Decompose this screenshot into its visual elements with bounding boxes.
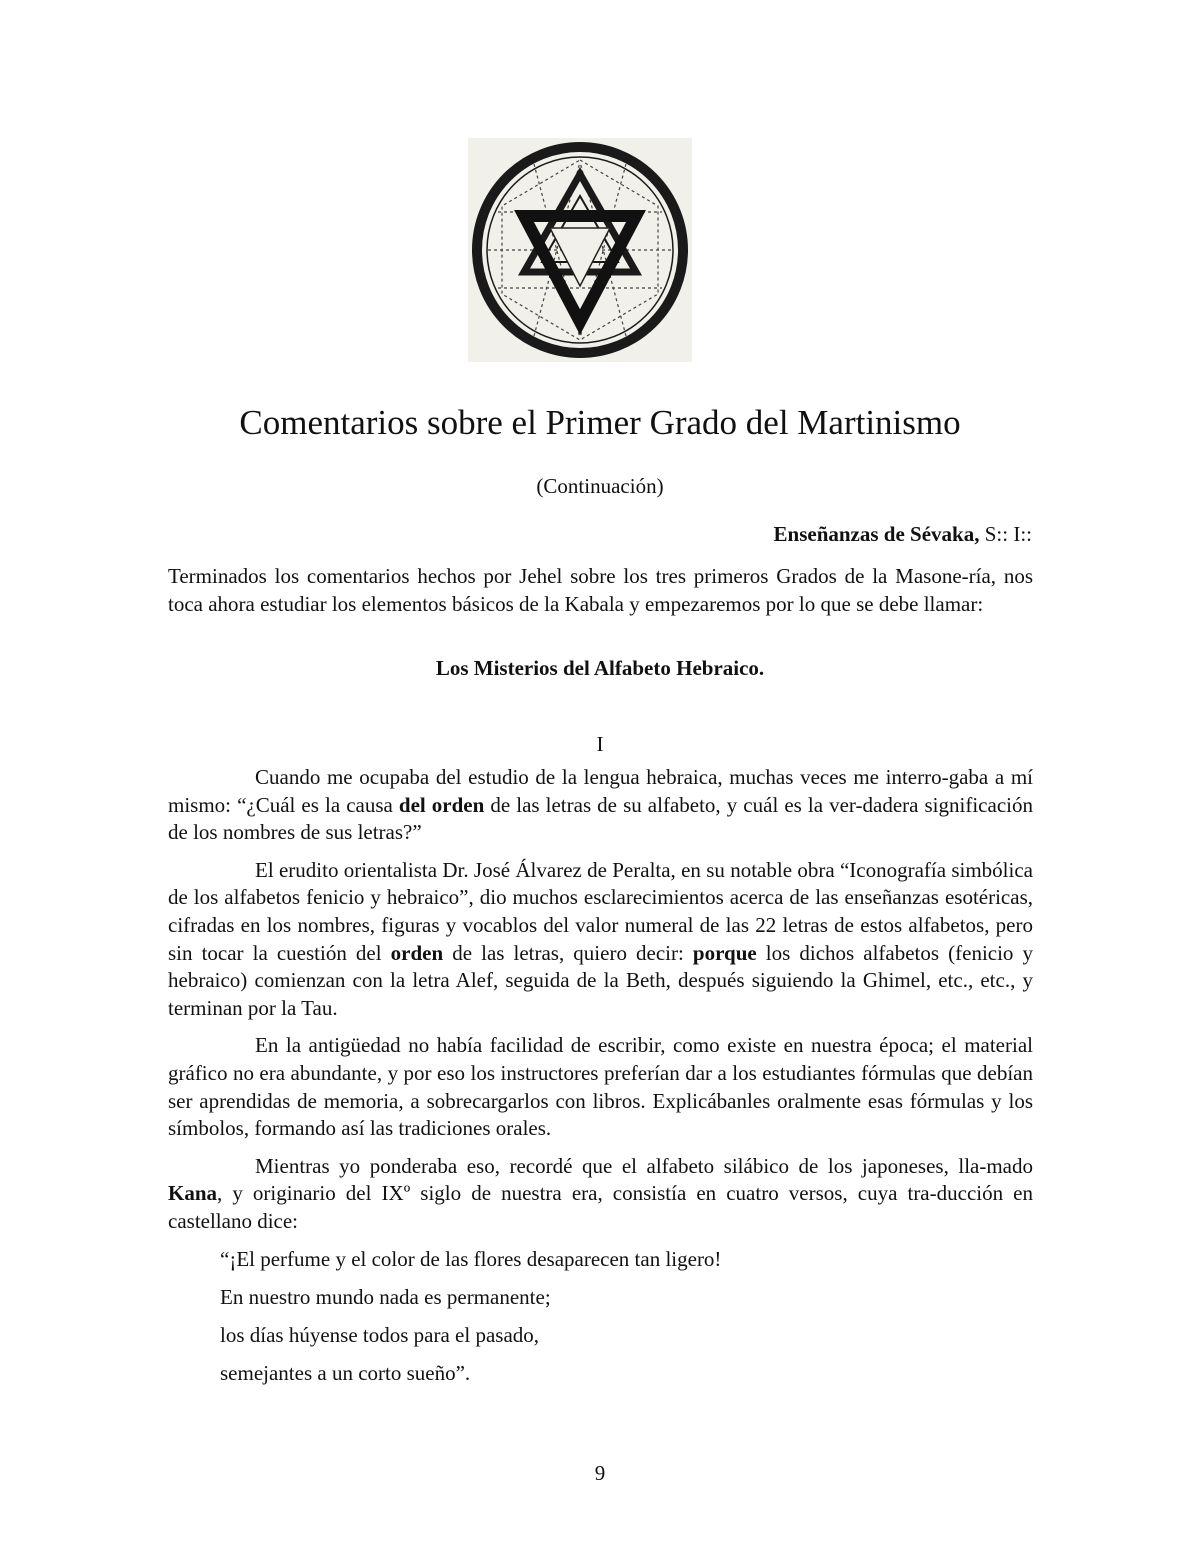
subtitle: (Continuación) xyxy=(536,474,664,498)
page-number: 9 xyxy=(594,1461,606,1485)
author-name: Enseñanzas de Sévaka, xyxy=(773,522,980,546)
paragraph-4 xyxy=(168,1153,1033,1236)
paragraph-4-text-c: , y originario del IXº siglo de nuestra era, consistía en cuatro versos, cuya tra-ducción en castellano dice: xyxy=(168,1181,1033,1233)
body-text xyxy=(168,764,1033,1398)
paragraph-2-text-a: El erudito orientalista Dr. José Álvarez de Peralta, en su notable obra “Iconografía simbólica de los alfabetos fenicio y hebraico”, dio muchos esclarecimientos acerca de las enseñanzas esotéricas, cifradas en los nombres, figuras y vocablos del valor numeral de las 22 letras de estos alfabetos, pero sin tocar la cuestión del xyxy=(168,857,1033,965)
hexagram-seal-icon xyxy=(468,138,692,362)
paragraph-1-bold: del orden xyxy=(398,792,485,817)
paragraph-2-text-e: los dichos alfabetos (fenicio y hebraico) comienzan con la letra Alef, seguida de la Beth, después siguiendo la Ghimel, etc., etc., y terminan por la Tau. xyxy=(168,940,1034,1020)
paragraph-1-text-c: de las letras de su alfabeto, y cuál es la ver-dadera significación de los nombres de sus letras?” xyxy=(168,792,1033,845)
intro-paragraph: Terminados los comentarios hechos por Jehel sobre los tres primeros Grados de la Masone-ría, nos toca ahora estudiar los elementos básicos de la Kabala y empezaremos por lo que se debe llamar: xyxy=(168,564,1033,616)
paragraph-1 xyxy=(168,764,1033,847)
paragraph-2-bold-porque: porque xyxy=(692,940,757,965)
verse-line: “¡El perfume y el color de las flores desaparecen tan ligero! xyxy=(220,1246,722,1271)
paragraph-1-text-a: Cuando me ocupaba del estudio de la lengua hebraica, muchas veces me interro-gaba a mí mismo: “¿Cuál es la causa xyxy=(168,765,1033,817)
paragraph-4-text-a: Mientras yo ponderaba eso, recordé que el alfabeto silábico de los japoneses, lla-mado xyxy=(255,1153,1033,1178)
paragraph-2-text-c: de las letras, quiero decir: xyxy=(443,940,693,965)
author-line xyxy=(774,520,1032,548)
paragraph-4-bold-kana: Kana xyxy=(168,1181,218,1206)
verse-block xyxy=(168,1246,1033,1388)
author-suffix: S:: I:: xyxy=(979,522,1032,546)
verse-line: los días húyense todos para el pasado, xyxy=(220,1322,540,1347)
paragraph-3: En la antigüedad no había facilidad de escribir, como existe en nuestra época; el material gráfico no era abundante, y por eso los instructores preferían dar a los estudiantes fórmulas que debían ser aprendidas de memoria, a sobrecargarlos con libros. Explicábanles oralmente esas fórmulas y los símbolos, formando así las tradiciones orales. xyxy=(168,1033,1033,1141)
page-title: Comentarios sobre el Primer Grado del Martinismo xyxy=(239,403,961,442)
paragraph-2 xyxy=(168,857,1033,1023)
paragraph-2-bold-orden: orden xyxy=(390,940,444,965)
verse-line: En nuestro mundo nada es permanente; xyxy=(220,1284,551,1309)
verse-line: semejantes a un corto sueño”. xyxy=(220,1360,471,1385)
section-heading: Los Misterios del Alfabeto Hebraico. xyxy=(435,656,765,680)
section-number: I xyxy=(596,732,604,756)
